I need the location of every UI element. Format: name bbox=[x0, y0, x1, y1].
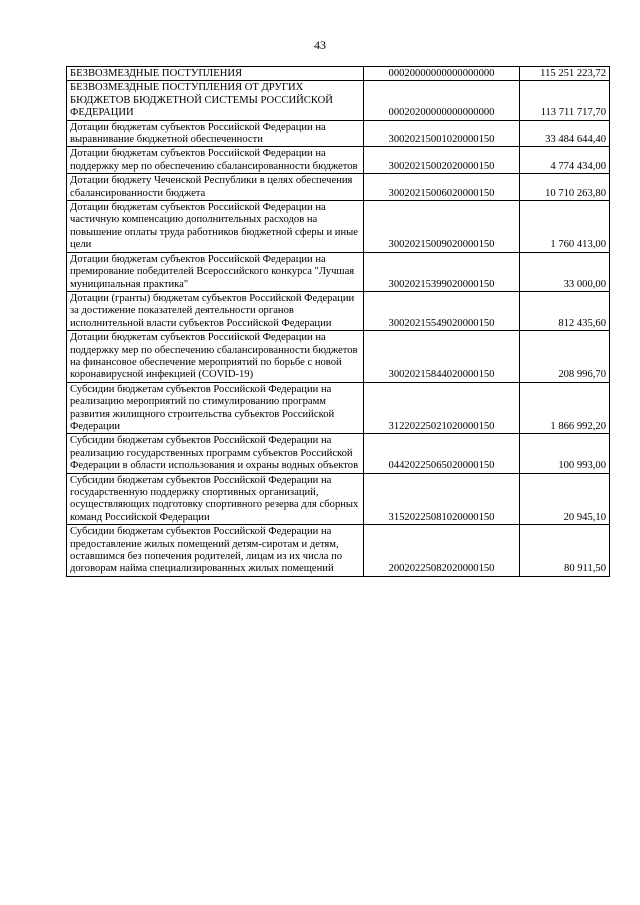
row-name-cell: Дотации бюджету Чеченской Республики в целях обеспечения сбалансированности бюджета bbox=[67, 174, 364, 201]
row-code-cell: 00020000000000000000 bbox=[364, 67, 520, 81]
row-name-cell: Дотации бюджетам субъектов Российской Федерации на выравнивание бюджетной обеспеченности bbox=[67, 120, 364, 147]
row-amount-cell: 1 760 413,00 bbox=[520, 201, 610, 253]
row-amount-cell: 115 251 223,72 bbox=[520, 67, 610, 81]
row-amount-cell: 1 866 992,20 bbox=[520, 382, 610, 434]
row-name-cell: Дотации (гранты) бюджетам субъектов Российской Федерации за достижение показателей деятельности органов исполнительной власти субъектов Российской Федерации bbox=[67, 291, 364, 330]
row-amount-cell: 33 484 644,40 bbox=[520, 120, 610, 147]
row-amount-cell: 113 711 717,70 bbox=[520, 81, 610, 120]
table-row bbox=[67, 174, 610, 201]
row-name-cell: Дотации бюджетам субъектов Российской Федерации на поддержку мер по обеспечению сбалансированности бюджетов на финансовое обеспечение мероприятий по борьбе с новой коронавирусной инфекцией (COVID-19) bbox=[67, 331, 364, 383]
table-row bbox=[67, 525, 610, 577]
row-code-cell: 30020215844020000150 bbox=[364, 331, 520, 383]
row-name-cell: БЕЗВОЗМЕЗДНЫЕ ПОСТУПЛЕНИЯ ОТ ДРУГИХ БЮДЖЕТОВ БЮДЖЕТНОЙ СИСТЕМЫ РОССИЙСКОЙ ФЕДЕРАЦИИ bbox=[67, 81, 364, 120]
row-code-cell: 31220225021020000150 bbox=[364, 382, 520, 434]
row-amount-cell: 4 774 434,00 bbox=[520, 147, 610, 174]
row-name-cell: Субсидии бюджетам субъектов Российской Федерации на реализацию мероприятий по стимулированию программ развития жилищного строительства субъектов Российской Федерации bbox=[67, 382, 364, 434]
row-amount-cell: 33 000,00 bbox=[520, 252, 610, 291]
row-code-cell: 30020215399020000150 bbox=[364, 252, 520, 291]
row-code-cell: 04420225065020000150 bbox=[364, 434, 520, 473]
row-code-cell: 30020215549020000150 bbox=[364, 291, 520, 330]
table-row bbox=[67, 291, 610, 330]
table-row bbox=[67, 147, 610, 174]
row-code-cell: 30020215006020000150 bbox=[364, 174, 520, 201]
row-amount-cell: 812 435,60 bbox=[520, 291, 610, 330]
row-amount-cell: 10 710 263,80 bbox=[520, 174, 610, 201]
row-code-cell: 30020215001020000150 bbox=[364, 120, 520, 147]
row-code-cell: 00020200000000000000 bbox=[364, 81, 520, 120]
table-row bbox=[67, 81, 610, 120]
revenue-table-body bbox=[67, 67, 610, 577]
row-name-cell: Дотации бюджетам субъектов Российской Федерации на премирование победителей Всероссийского конкурса "Лучшая муниципальная практика" bbox=[67, 252, 364, 291]
page-number: 43 bbox=[314, 38, 326, 52]
row-name-cell: БЕЗВОЗМЕЗДНЫЕ ПОСТУПЛЕНИЯ bbox=[67, 67, 364, 81]
table-row bbox=[67, 201, 610, 253]
row-amount-cell: 100 993,00 bbox=[520, 434, 610, 473]
row-name-cell: Субсидии бюджетам субъектов Российской Федерации на государственную поддержку спортивных организаций, осуществляющих подготовку спортивного резерва для сборных команд Российской Федерации bbox=[67, 473, 364, 525]
row-name-cell: Дотации бюджетам субъектов Российской Федерации на частичную компенсацию дополнительных расходов на повышение оплаты труда работников бюджетной сферы и иные цели bbox=[67, 201, 364, 253]
table-row bbox=[67, 382, 610, 434]
table-row bbox=[67, 67, 610, 81]
row-name-cell: Субсидии бюджетам субъектов Российской Федерации на реализацию государственных программ субъектов Российской Федерации в области использования и охраны водных объектов bbox=[67, 434, 364, 473]
row-amount-cell: 208 996,70 bbox=[520, 331, 610, 383]
table-row bbox=[67, 120, 610, 147]
row-name-cell: Субсидии бюджетам субъектов Российской Федерации на предоставление жилых помещений детям-сиротам и детям, оставшимся без попечения родителей, лицам из их числа по договорам найма специализированных жилых помещений bbox=[67, 525, 364, 577]
table-row bbox=[67, 473, 610, 525]
revenue-table bbox=[66, 66, 610, 577]
table-row bbox=[67, 331, 610, 383]
row-code-cell: 31520225081020000150 bbox=[364, 473, 520, 525]
row-amount-cell: 20 945,10 bbox=[520, 473, 610, 525]
row-code-cell: 30020215002020000150 bbox=[364, 147, 520, 174]
table-row bbox=[67, 434, 610, 473]
row-name-cell: Дотации бюджетам субъектов Российской Федерации на поддержку мер по обеспечению сбалансированности бюджетов bbox=[67, 147, 364, 174]
row-amount-cell: 80 911,50 bbox=[520, 525, 610, 577]
row-code-cell: 20020225082020000150 bbox=[364, 525, 520, 577]
row-code-cell: 30020215009020000150 bbox=[364, 201, 520, 253]
table-row bbox=[67, 252, 610, 291]
